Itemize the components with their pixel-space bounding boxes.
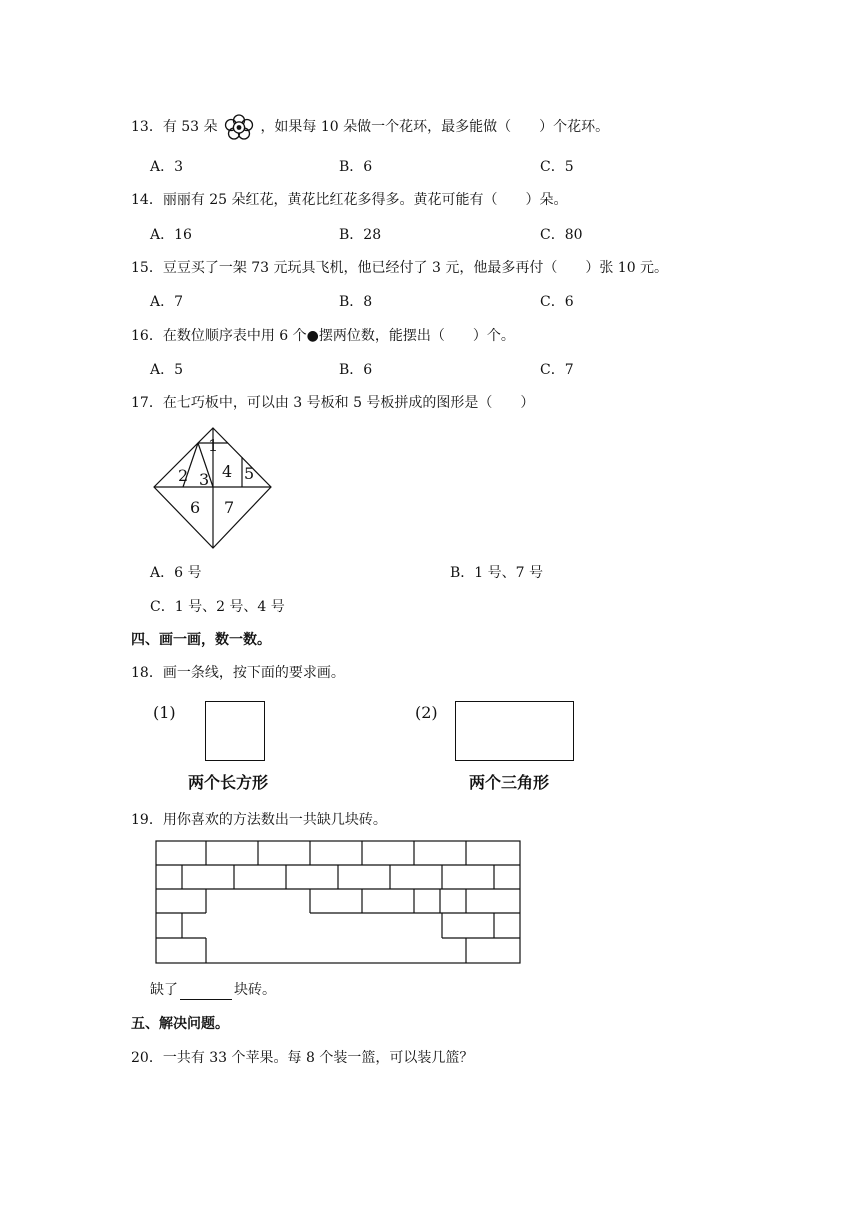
question-13-text-pre: 13．有 53 朵 <box>131 119 218 135</box>
question-15-text: 15．豆豆买了一架 73 元玩具飞机，他已经付了 3 元，他最多再付（ ）张 10 元。 <box>131 260 669 276</box>
tangram-figure <box>150 425 276 551</box>
question-13 <box>131 114 609 140</box>
tangram-label-6: 6 <box>190 498 201 517</box>
question-13-option-a: A．3 <box>150 159 184 175</box>
question-19-answer-pre: 缺了 <box>150 982 178 998</box>
tangram-label-5: 5 <box>244 464 255 483</box>
question-14-option-b: B．28 <box>339 227 382 243</box>
tangram-label-1: 1 <box>208 436 219 455</box>
question-17-option-c: C．1 号、2 号、4 号 <box>150 599 285 615</box>
question-15-option-b: B．8 <box>339 294 373 310</box>
brick-wall-figure <box>155 840 523 966</box>
section-5-title: 五、解决问题。 <box>131 1016 229 1032</box>
question-19-answer-post: 块砖。 <box>234 982 276 998</box>
question-13-option-c: C．5 <box>540 159 574 175</box>
answer-blank[interactable] <box>180 985 232 1000</box>
question-16-text: 16．在数位顺序表中用 6 个●摆两位数，能摆出（ ）个。 <box>131 328 515 344</box>
question-16-option-b: B．6 <box>339 362 373 378</box>
question-16-option-a: A．5 <box>150 362 184 378</box>
flower-icon <box>224 114 254 140</box>
square-shape <box>205 701 265 761</box>
figure-18-part-2-number: (2) <box>415 703 438 722</box>
figure-18-part-1-number: (1) <box>153 703 176 722</box>
question-13-option-b: B．6 <box>339 159 373 175</box>
question-14-text: 14．丽丽有 25 朵红花，黄花比红花多得多。黄花可能有（ ）朵。 <box>131 192 568 208</box>
tangram-label-2: 2 <box>178 466 189 485</box>
question-15-option-c: C．6 <box>540 294 574 310</box>
question-17-option-a: A．6 号 <box>150 565 202 581</box>
question-17-text: 17．在七巧板中，可以由 3 号板和 5 号板拼成的图形是（ ） <box>131 395 535 411</box>
question-14-option-a: A．16 <box>150 227 192 243</box>
section-4-title: 四、画一画，数一数。 <box>131 632 271 648</box>
question-15-option-a: A．7 <box>150 294 184 310</box>
figure-18-part-2 <box>405 695 585 800</box>
tangram-label-3: 3 <box>199 470 210 489</box>
question-17-option-b: B．1 号、7 号 <box>450 565 544 581</box>
figure-18-part-2-caption: 两个三角形 <box>469 773 550 792</box>
tangram-label-7: 7 <box>224 498 235 517</box>
tangram-label-4: 4 <box>222 462 233 481</box>
question-13-text-post: ，如果每 10 朵做一个花环，最多能做（ ）个花环。 <box>260 119 610 135</box>
question-16-option-c: C．7 <box>540 362 574 378</box>
rectangle-shape <box>455 701 574 761</box>
question-19-text: 19．用你喜欢的方法数出一共缺几块砖。 <box>131 812 387 828</box>
question-20-text: 20．一共有 33 个苹果。每 8 个装一篮，可以装几篮？ <box>131 1050 474 1066</box>
question-14-option-c: C．80 <box>540 227 583 243</box>
question-18-text: 18．画一条线，按下面的要求画。 <box>131 665 345 681</box>
question-19-answer <box>150 980 276 1000</box>
figure-18-part-1 <box>148 695 396 800</box>
figure-18-part-1-caption: 两个长方形 <box>188 773 269 792</box>
